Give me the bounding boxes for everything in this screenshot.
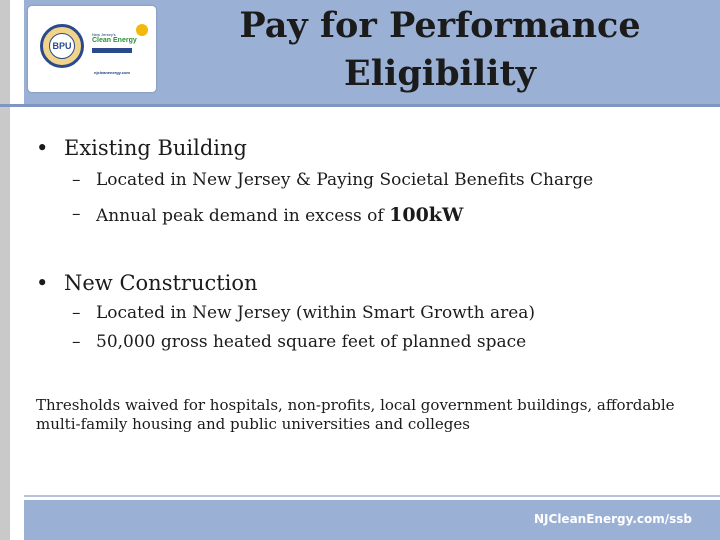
left-border-panel <box>10 0 24 500</box>
sub-bullet-text: Annual peak demand in excess of <box>96 206 390 226</box>
bpu-seal-text: BPU <box>49 33 75 59</box>
dash-icon: – <box>72 170 81 190</box>
sub-bullet <box>72 170 662 194</box>
footer-divider <box>24 495 720 497</box>
sub-bullet-text: Located in New Jersey (within Smart Growth area) <box>96 303 536 323</box>
bullet-new-construction <box>36 271 336 299</box>
bullet-icon: • <box>36 271 49 295</box>
sun-icon <box>136 24 148 36</box>
bullet-existing-building <box>36 136 336 164</box>
bullet-icon: • <box>36 136 49 160</box>
footer-bar <box>24 500 720 540</box>
logo-brand: Clean Energy <box>92 37 137 44</box>
sub-bullet <box>72 204 662 230</box>
sub-bullet-text: Located in New Jersey & Paying Societal Benefits Charge <box>96 170 594 190</box>
logo-url: njcleanenergy.com <box>94 70 130 75</box>
njcleanenergy-logo <box>28 6 156 92</box>
sub-bullet-text: 50,000 gross heated square feet of planned space <box>96 332 527 352</box>
dash-icon: – <box>72 303 81 323</box>
sub-bullet <box>72 303 662 327</box>
bullet-label: New Construction <box>64 271 258 295</box>
sub-bullet-text-wrapper <box>96 204 463 226</box>
peak-demand-value: 100kW <box>389 204 464 226</box>
header-divider <box>0 104 720 107</box>
dash-icon: – <box>72 204 81 224</box>
left-border-strip <box>0 0 10 540</box>
bpu-seal-icon <box>40 24 84 68</box>
logo-bar <box>92 48 132 53</box>
dash-icon: – <box>72 332 81 352</box>
slide-title <box>200 2 680 98</box>
title-line-2: Eligibility <box>344 53 536 94</box>
thresholds-note: Thresholds waived for hospitals, non-profits, local government buildings, affordable multi-family housing and public universities and colleges <box>36 396 675 433</box>
sub-bullet <box>72 332 662 356</box>
footer-url[interactable]: NJCleanEnergy.com/ssb <box>534 512 692 526</box>
bullet-label: Existing Building <box>64 136 247 160</box>
logo-tagline: New Jersey's <box>92 32 116 37</box>
title-line-1: Pay for Performance <box>239 5 641 46</box>
clean-energy-wordmark <box>92 26 148 66</box>
